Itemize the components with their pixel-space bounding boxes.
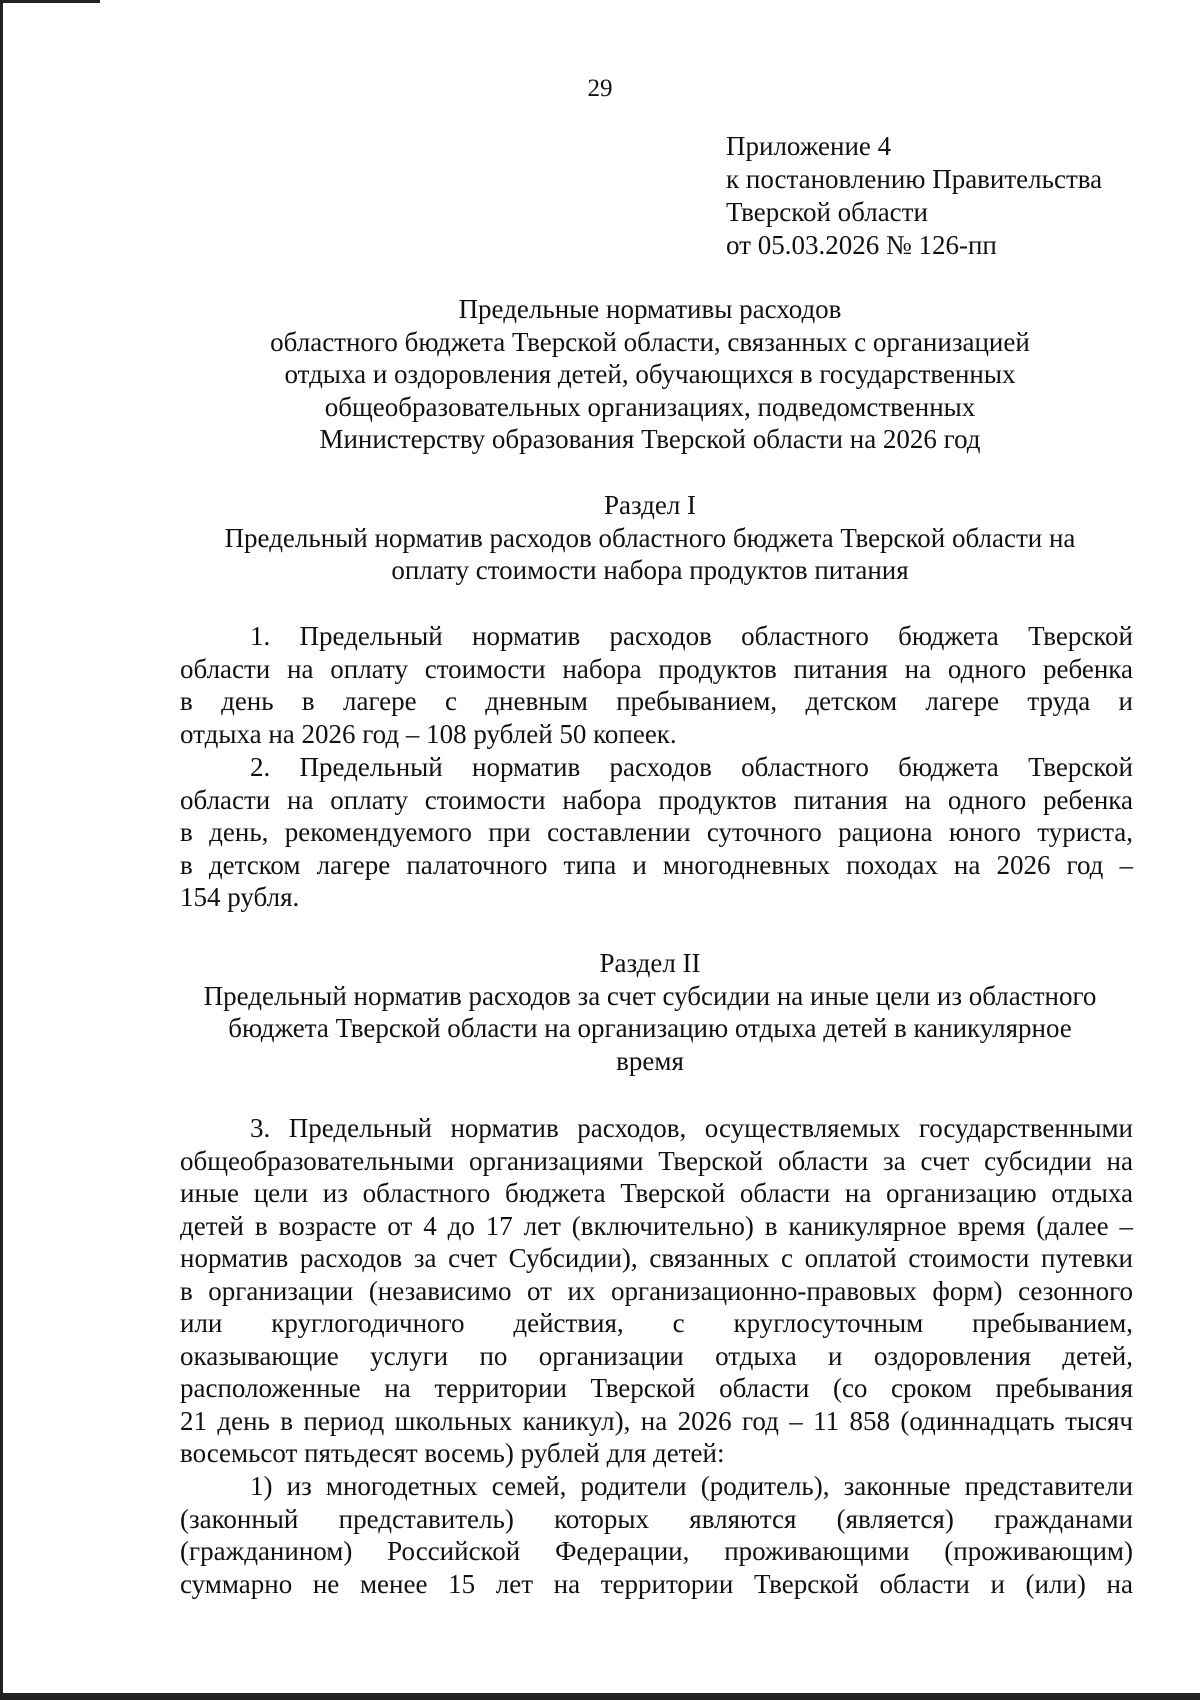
paragraph-line: восемьсот пятьдесят восемь) рублей для детей: [180,1438,725,1468]
paragraph-line: (законный представитель) которых являются (является) гражданами [180,1503,1133,1534]
paragraph-subitem-1 [180,1470,1133,1600]
paragraph-line: области на оплату стоимости набора продуктов питания на одного ребенка [180,784,1133,815]
paragraph-line: отдыха на 2026 год – 108 рублей 50 копеек. [180,718,677,749]
paragraph-line: в организации (независимо от их организационно-правовых форм) сезонного [180,1275,1133,1306]
paragraph-line: расположенные на территории Тверской области (со сроком пребывания [180,1373,1133,1403]
section-title-line: бюджета Тверской области на организацию отдыха детей в каникулярное [228,1013,1072,1043]
paragraph-line: оказывающие услуги по организации отдыха и оздоровления детей, [180,1340,1133,1371]
section-title-line: Предельный норматив расходов областного бюджета Тверской области на [224,522,1076,553]
paragraph-item-3 [180,1112,1133,1470]
scan-edge-bottom [0,1693,1200,1700]
paragraph-item-1 [180,620,1133,750]
paragraph-line: 21 день в период школьных каникул), на 2026 год – 11 858 (одиннадцать тысяч [180,1405,1133,1436]
appendix-line: Тверской области [726,197,928,227]
section-title-line: Предельный норматив расходов за счет субсидии на иные цели из областного [203,980,1097,1011]
paragraph-line: 2. Предельный норматив расходов областного бюджета Тверской [250,752,1133,782]
scan-edge-top [0,0,100,3]
paragraph-line: детей в возрасте от 4 до 17 лет (включительно) в каникулярное время (далее – [180,1210,1133,1241]
title-line: Предельные нормативы расходов [458,294,842,324]
paragraph-line: или круглогодичного действия, с круглосуточным пребыванием, [180,1308,1133,1338]
title-line: общеобразовательных организациях, подведомственных [324,391,976,422]
paragraph-line: 3. Предельный норматив расходов, осуществляемых государственными [250,1113,1133,1143]
paragraph-line: области на оплату стоимости набора продуктов питания на одного ребенка [180,653,1133,684]
scan-edge-left [0,0,3,1700]
appendix-line: к постановлению Правительства [726,164,1103,194]
paragraph-line: в день в лагере с дневным пребыванием, детском лагере труда и [180,686,1133,716]
title-line: Министерству образования Тверской области на 2026 год [319,424,981,454]
section-2-heading [180,947,1120,1077]
title-line: областного бюджета Тверской области, связанных с организацией [270,326,1030,357]
paragraph-line: 1. Предельный норматив расходов областного бюджета Тверской [250,621,1133,651]
document-title [180,293,1120,456]
paragraph-line: норматив расходов за счет Субсидии), связанных с оплатой стоимости путевки [180,1243,1133,1273]
paragraph-line: иные цели из областного бюджета Тверской области на организацию отдыха [180,1178,1133,1208]
section-title-line: время [616,1045,684,1076]
section-1-heading [180,489,1120,587]
paragraph-line: в детском лагере палаточного типа и многодневных походах на 2026 год – [180,849,1133,880]
appendix-line: Приложение 4 [726,131,892,161]
appendix-header [726,130,1102,262]
paragraph-line: 1) из многодетных семей, родители (родитель), законные представители [250,1471,1133,1501]
paragraph-line: в день, рекомендуемого при составлении суточного рациона юного туриста, [180,817,1133,847]
paragraph-line: 154 рубля. [180,882,300,912]
page-number: 29 [587,75,613,102]
paragraph-item-2 [180,751,1133,914]
appendix-line: от 05.03.2026 № 126-пп [726,230,997,260]
title-line: отдыха и оздоровления детей, обучающихся в государственных [284,359,1016,389]
paragraph-line: общеобразовательными организациями Тверской области за счет субсидии на [180,1145,1133,1176]
section-title-line: оплату стоимости набора продуктов питания [391,555,909,585]
paragraph-line: (гражданином) Российской Федерации, проживающими (проживающим) [180,1536,1133,1566]
section-label: Раздел I [603,490,697,520]
paragraph-line: суммарно не менее 15 лет на территории Тверской области и (или) на [180,1568,1133,1599]
section-label: Раздел II [599,948,701,978]
